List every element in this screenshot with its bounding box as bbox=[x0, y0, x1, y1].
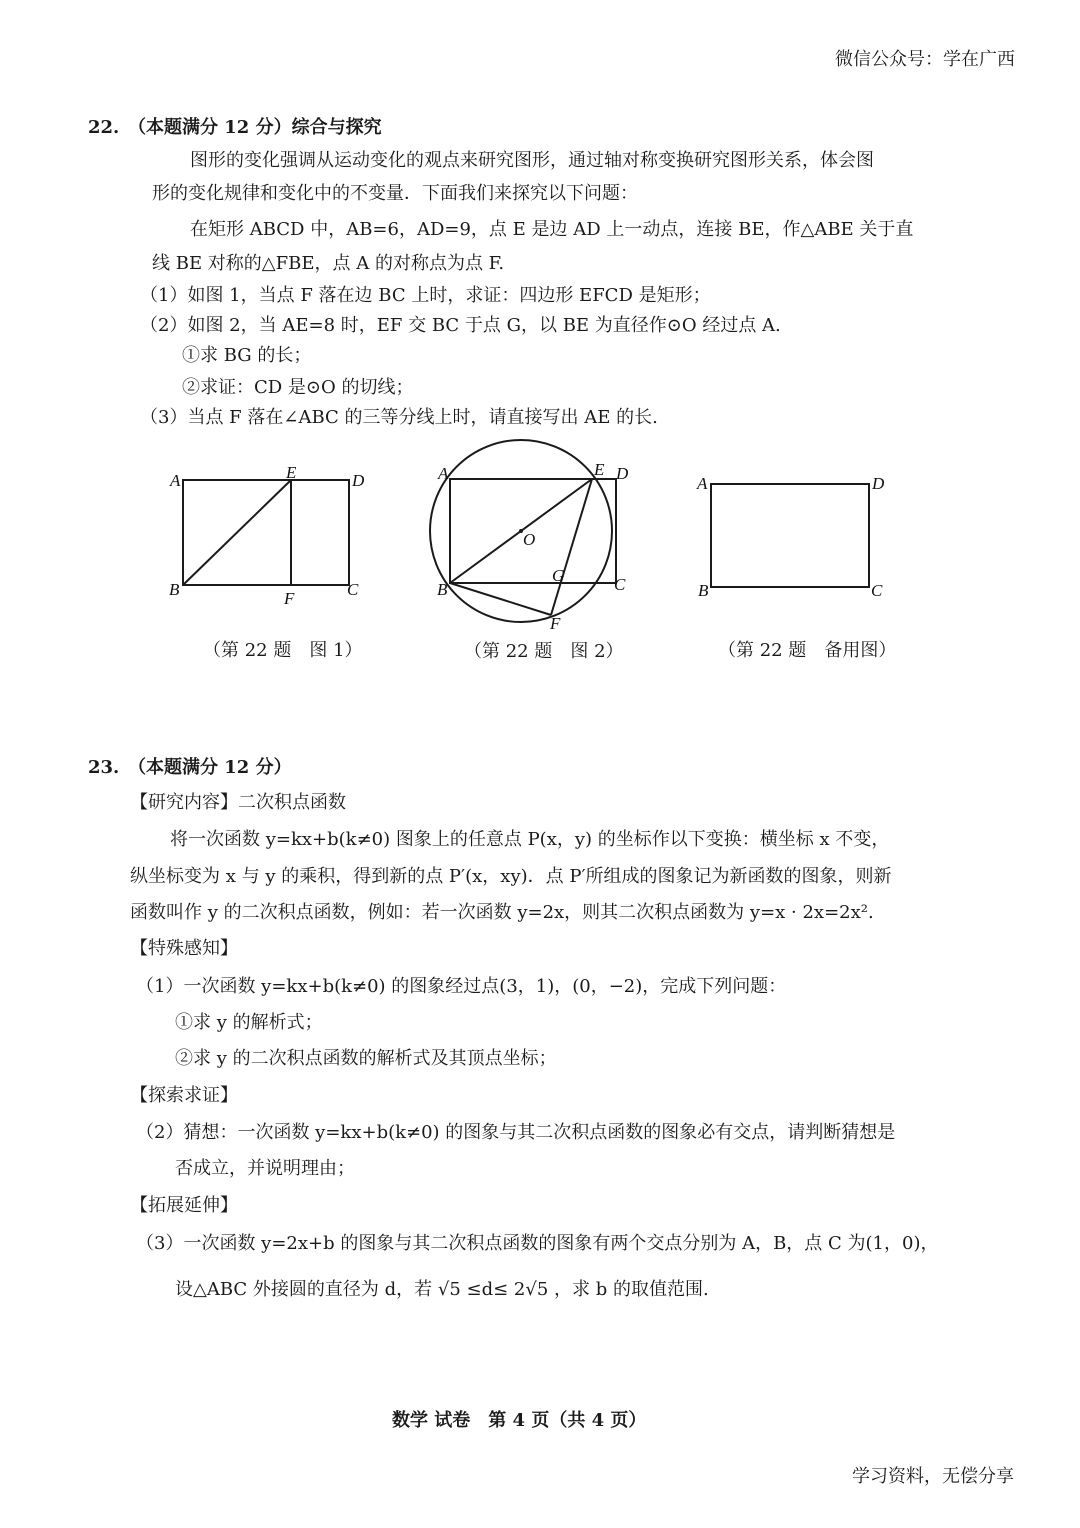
fig2-label-f: F bbox=[550, 614, 561, 633]
figure-3-spare bbox=[690, 465, 900, 610]
q23-part3-line2: 设△ABC 外接圆的直径为 d，若 √5 ≤d≤ 2√5 ，求 b 的取值范围. bbox=[175, 1279, 709, 1300]
q23-head: （本题满分 12 分） bbox=[128, 757, 292, 778]
q22-part2: （2）如图 2，当 AE=8 时，EF 交 BC 于点 G，以 BE 为直径作⊙O 经过点 A. bbox=[140, 315, 781, 336]
fig1-label-d: D bbox=[352, 471, 365, 490]
q22-head: （本题满分 12 分）综合与探究 bbox=[128, 117, 382, 138]
fig2-segment-bf bbox=[450, 583, 551, 615]
q23-topic: 【研究内容】二次积点函数 bbox=[130, 792, 346, 813]
fig3-label-b: B bbox=[698, 581, 709, 600]
fig1-rectangle bbox=[183, 480, 349, 585]
q22-setup-line1: 在矩形 ABCD 中，AB=6，AD=9，点 E 是边 AD 上一动点，连接 BE，作△ABE 关于直 bbox=[190, 219, 914, 240]
fig1-label-f: F bbox=[284, 589, 295, 608]
q23-section-special: 【特殊感知】 bbox=[130, 938, 238, 959]
q22-part2-sub1: ①求 BG 的长； bbox=[182, 345, 312, 366]
fig1-segment-be bbox=[183, 480, 291, 585]
q23-part1: （1）一次函数 y=kx+b(k≠0) 的图象经过点(3，1)，(0，−2)，完成下列问题： bbox=[136, 976, 787, 997]
q23-def-line2: 纵坐标变为 x 与 y 的乘积，得到新的点 P′(x，xy)．点 P′所组成的图象记为新函数的图象，则新 bbox=[130, 866, 892, 887]
fig3-caption: （第 22 题 备用图） bbox=[718, 640, 897, 661]
figure-2 bbox=[420, 435, 640, 635]
q22-number: 22. bbox=[88, 117, 120, 138]
q23-part2-line2: 否成立，并说明理由； bbox=[175, 1158, 355, 1179]
fig2-label-b: B bbox=[437, 580, 448, 599]
fig1-label-a: A bbox=[170, 471, 181, 490]
fig2-label-g: G bbox=[552, 566, 565, 585]
fig3-label-a: A bbox=[697, 474, 708, 493]
figure-1 bbox=[160, 462, 380, 612]
q22-intro-line1: 图形的变化强调从运动变化的观点来研究图形，通过轴对称变换研究图形关系，体会图 bbox=[190, 150, 874, 171]
fig2-label-c: C bbox=[614, 575, 626, 594]
fig3-rectangle bbox=[711, 484, 869, 587]
q23-part1-sub1: ①求 y 的解析式； bbox=[175, 1012, 323, 1033]
q22-part3: （3）当点 F 落在∠ABC 的三等分线上时，请直接写出 AE 的长. bbox=[140, 407, 658, 428]
q23-number: 23. bbox=[88, 757, 120, 778]
q23-def-line3: 函数叫作 y 的二次积点函数，例如：若一次函数 y=2x，则其二次积点函数为 y=x · 2x=2x². bbox=[130, 902, 874, 923]
q23-section-extend: 【拓展延伸】 bbox=[130, 1195, 238, 1216]
fig3-label-c: C bbox=[871, 581, 883, 600]
q23-part2-line1: （2）猜想：一次函数 y=kx+b(k≠0) 的图象与其二次积点函数的图象必有交点，请判断猜想是 bbox=[136, 1122, 896, 1143]
fig2-label-e: E bbox=[594, 460, 605, 479]
header-wechat: 微信公众号：学在广西 bbox=[835, 49, 1015, 70]
fig1-caption: （第 22 题 图 1） bbox=[203, 640, 363, 661]
fig1-label-c: C bbox=[347, 580, 359, 599]
q23-part3-line1: （3）一次函数 y=2x+b 的图象与其二次积点函数的图象有两个交点分别为 A，B，点 C 为(1，0)， bbox=[136, 1233, 939, 1254]
fig1-label-e: E bbox=[286, 463, 297, 482]
footer-share-note: 学习资料，无偿分享 bbox=[852, 1466, 1014, 1487]
q22-part1: （1）如图 1，当点 F 落在边 BC 上时，求证：四边形 EFCD 是矩形； bbox=[140, 285, 711, 306]
q22-intro-line2: 形的变化规律和变化中的不变量．下面我们来探究以下问题： bbox=[152, 183, 638, 204]
fig2-label-a: A bbox=[438, 464, 449, 483]
fig2-caption: （第 22 题 图 2） bbox=[464, 641, 624, 662]
q23-def-line1: 将一次函数 y=kx+b(k≠0) 图象上的任意点 P(x，y) 的坐标作以下变换：横坐标 x 不变， bbox=[170, 829, 890, 850]
q23-section-explore: 【探索求证】 bbox=[130, 1085, 238, 1106]
q22-setup-line2: 线 BE 对称的△FBE，点 A 的对称点为点 F. bbox=[152, 253, 505, 274]
fig2-label-d: D bbox=[616, 464, 629, 483]
q23-part1-sub2: ②求 y 的二次积点函数的解析式及其顶点坐标； bbox=[175, 1048, 557, 1069]
q22-part2-sub2: ②求证：CD 是⊙O 的切线； bbox=[182, 377, 414, 398]
footer-page-number: 数学 试卷 第 4 页（共 4 页） bbox=[392, 1410, 647, 1431]
fig1-label-b: B bbox=[169, 580, 180, 599]
fig3-label-d: D bbox=[872, 474, 885, 493]
fig2-label-o: O bbox=[523, 530, 536, 549]
